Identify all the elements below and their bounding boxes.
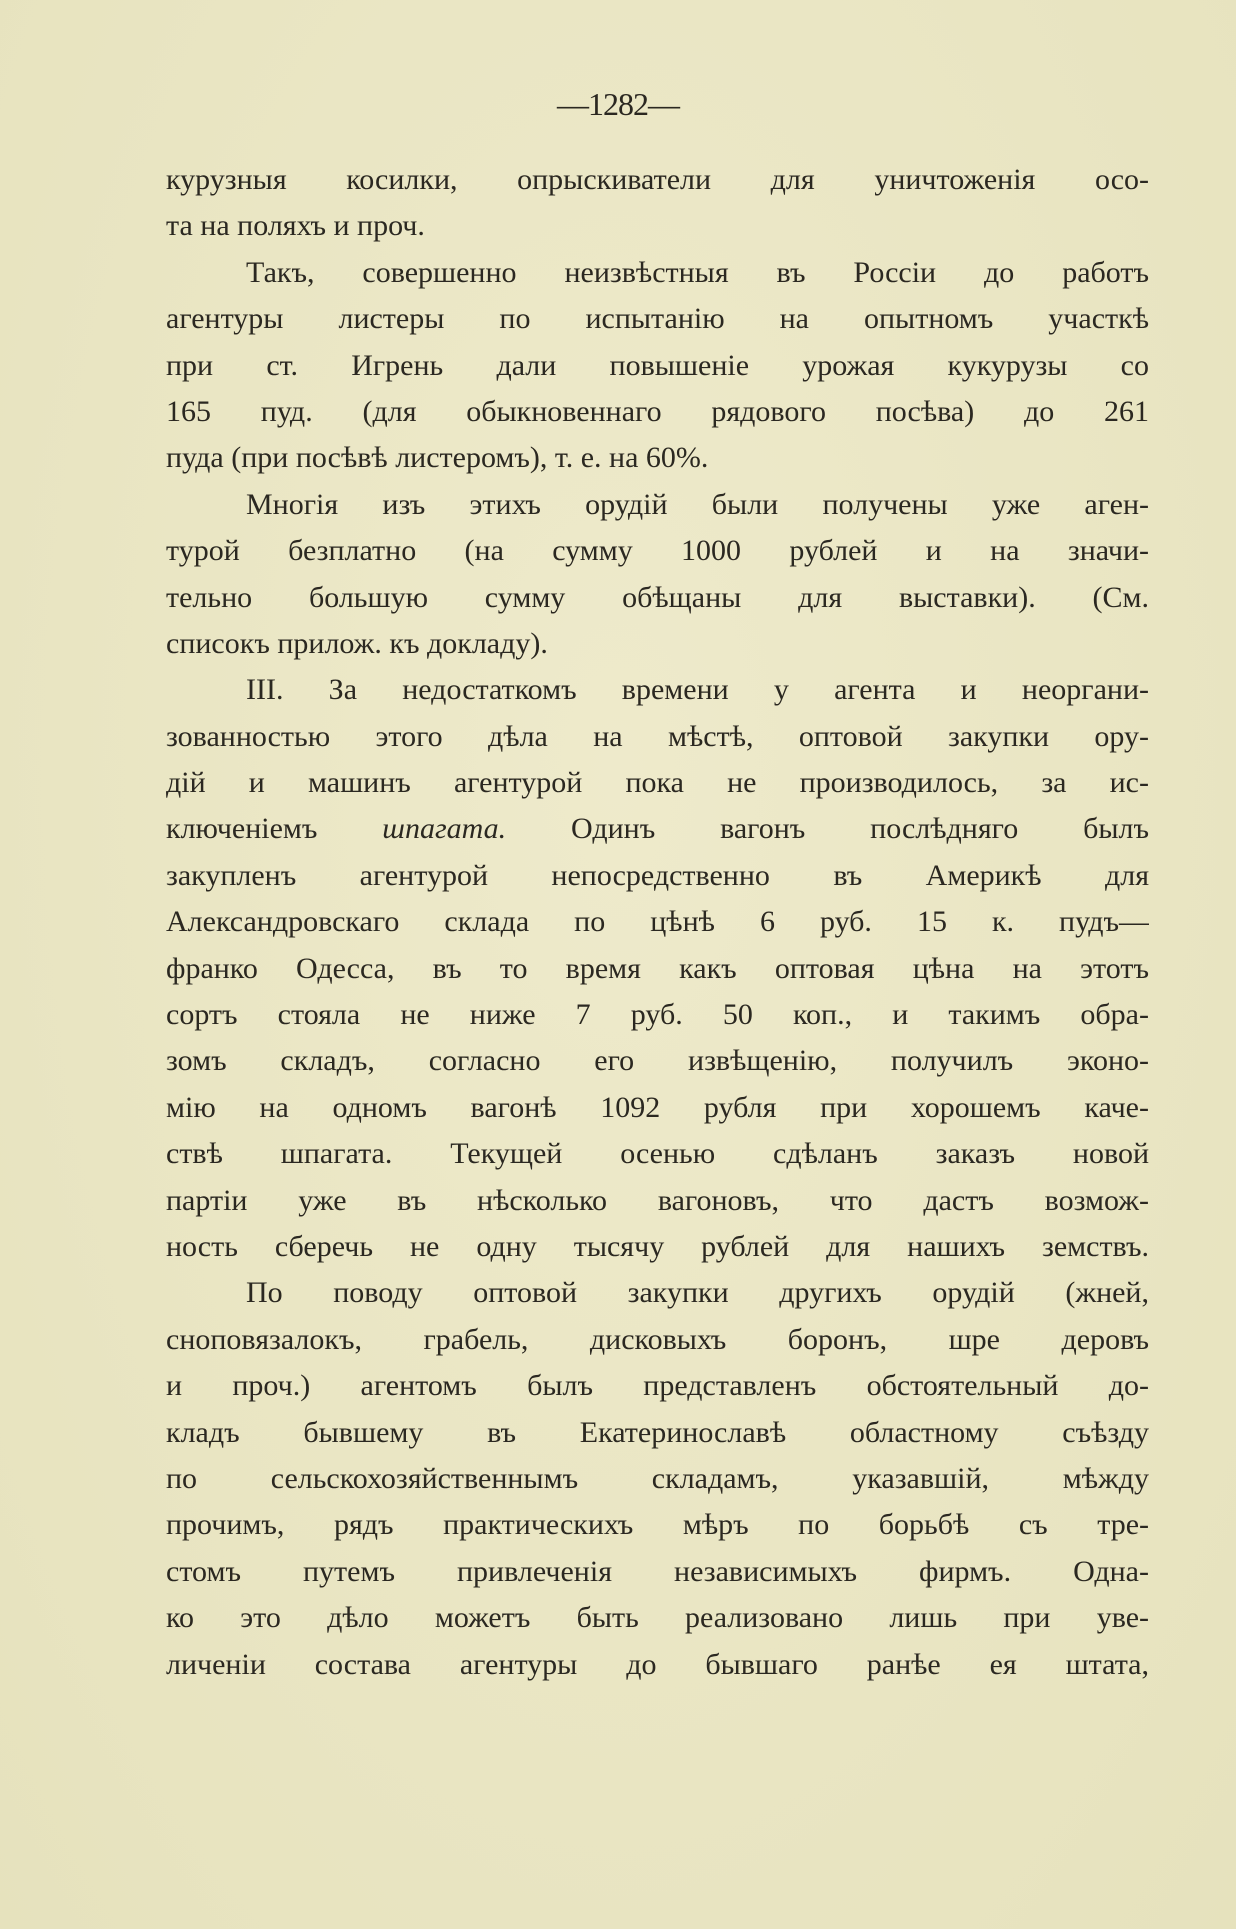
text-line: турой безплатно (на сумму 1000 рублей и на значи- (166, 534, 1149, 568)
text-line: прочимъ, рядъ практическихъ мѣръ по борьбѣ съ тре- (166, 1508, 1149, 1542)
text-line: 165 пуд. (для обыкновеннаго рядового посѣва) до 261 (166, 394, 1149, 428)
text-line: та на поляхъ и проч. (166, 209, 425, 243)
paragraph-start-line: III. За недостаткомъ времени у агента и неоргани- (246, 673, 1149, 707)
text-line: ко это дѣло можетъ быть реализовано лишь при уве- (166, 1601, 1149, 1635)
text-line: франко Одесса, въ то время какъ оптовая цѣна на этотъ (166, 951, 1149, 985)
text-line: кладъ бывшему въ Екатеринославѣ областному съѣзду (166, 1415, 1149, 1449)
text-line: ствѣ шпагата. Текущей осенью сдѣланъ заказъ новой (166, 1137, 1149, 1171)
text-line: сноповязалокъ, грабель, дисковыхъ боронъ, шре деровъ (166, 1322, 1149, 1356)
text-segment: Одинъ вагонъ послѣдняго былъ (506, 812, 1149, 846)
body-text (166, 157, 1149, 1688)
text-segment: ключеніемъ (166, 812, 383, 846)
text-line: ность сберечь не одну тысячу рублей для нашихъ земствъ. (166, 1229, 1149, 1263)
paragraph-start-line: Многія изъ этихъ орудій были получены уже аген- (246, 487, 1149, 521)
text-line: курузныя косилки, опрыскиватели для уничтоженія осо- (166, 163, 1149, 196)
text-line: сортъ стояла не ниже 7 руб. 50 коп., и такимъ обра- (166, 998, 1149, 1032)
page-number: —1282— (557, 86, 679, 122)
text-line: и проч.) агентомъ былъ представленъ обстоятельный до- (166, 1369, 1149, 1403)
text-line: партіи уже въ нѣсколько вагоновъ, что дастъ возмож- (166, 1183, 1149, 1217)
text-line: зованностью этого дѣла на мѣстѣ, оптовой закупки ору- (166, 719, 1149, 753)
text-line: дій и машинъ агентурой пока не производилось, за ис- (166, 766, 1149, 800)
text-line: личеніи состава агентуры до бывшаго ранѣе ея штата, (166, 1647, 1149, 1681)
text-line: агентуры листеры по испытанію на опытномъ участкѣ (166, 302, 1149, 336)
text-line: стомъ путемъ привлеченія независимыхъ фирмъ. Одна- (166, 1554, 1149, 1588)
text-line: списокъ прилож. къ докладу). (166, 626, 548, 660)
text-line (166, 806, 1149, 852)
paragraph-start-line: Такъ, совершенно неизвѣстныя въ Россіи до работъ (246, 255, 1149, 289)
italic-term: шпагата. (382, 812, 507, 846)
text-line: пуда (при посѣвѣ листеромъ), т. е. на 60%. (166, 441, 709, 475)
text-line: при ст. Игрень дали повышеніе урожая кукурузы со (166, 348, 1149, 382)
text-line: тельно большую сумму обѣщаны для выставки). (См. (166, 580, 1149, 614)
text-line: Александровскаго склада по цѣнѣ 6 руб. 15 к. пудъ— (166, 905, 1149, 939)
text-line: мію на одномъ вагонѣ 1092 рубля при хорошемъ каче- (166, 1090, 1149, 1124)
paragraph-start-line: По поводу оптовой закупки другихъ орудій (жней, (246, 1276, 1149, 1310)
text-line: по сельскохозяйственнымъ складамъ, указавшій, мѣжду (166, 1461, 1149, 1495)
text-line: закупленъ агентурой непосредственно въ Америкѣ для (166, 858, 1149, 892)
text-line: зомъ складъ, согласно его извѣщенію, получилъ эконо- (166, 1044, 1149, 1078)
